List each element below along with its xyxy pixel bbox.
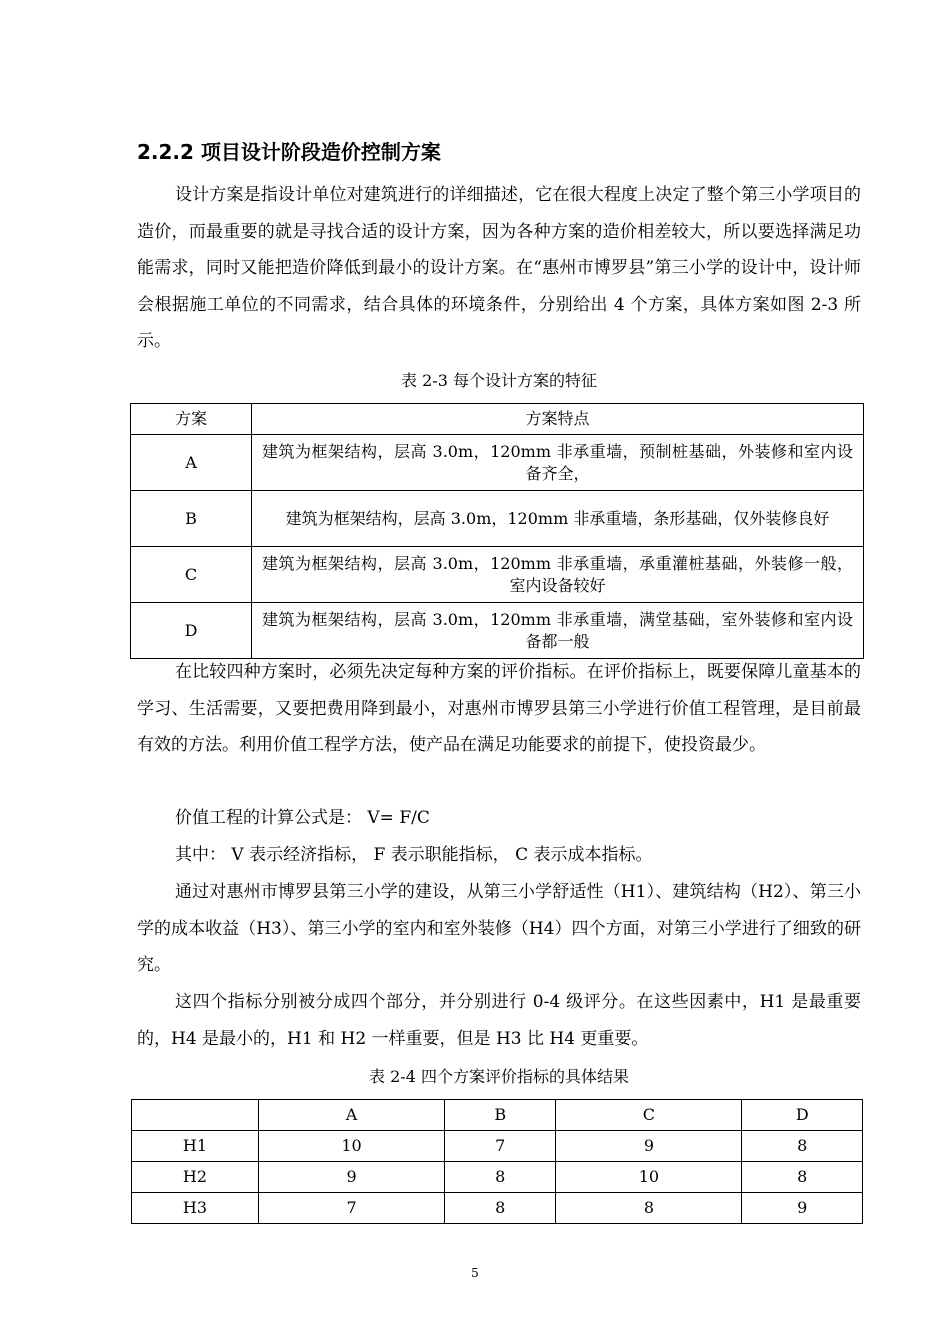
row-label-cell: H2 [132, 1162, 259, 1193]
paragraph-formula: 价值工程的计算公式是： V= F/C [175, 808, 430, 828]
section-heading: 2.2.2 项目设计阶段造价控制方案 [137, 140, 441, 164]
score-cell: 8 [742, 1131, 863, 1162]
score-cell: 8 [445, 1193, 556, 1224]
paragraph-scoring: 这四个指标分别被分成四个部分，并分别进行 0-4 级评分。在这些因素中，H1 是最重要的，H4 是最小的，H1 和 H2 一样重要，但是 H3 比 H4 更重要。 [137, 992, 861, 1049]
score-cell: 8 [556, 1193, 742, 1224]
evaluation-results-table [131, 1099, 863, 1224]
score-cell: 8 [445, 1162, 556, 1193]
table-row [132, 1162, 863, 1193]
table-row [131, 603, 864, 659]
score-cell: 7 [445, 1131, 556, 1162]
score-cell: 10 [556, 1162, 742, 1193]
table-row [131, 435, 864, 491]
column-header: D [742, 1100, 863, 1131]
table-row [131, 491, 864, 547]
paragraph-evaluation-index: 在比较四种方案时，必须先决定每种方案的评价指标。在评价指标上，既要保障儿童基本的学习、生活需要，又要把费用降到最小，对惠州市博罗县第三小学进行价值工程管理，是目前最有效的方法。利用价值工程学方法，使产品在满足功能要求的前提下，使投资最少。 [137, 662, 861, 755]
score-cell: 9 [259, 1162, 445, 1193]
table-header-row [132, 1100, 863, 1131]
plan-cell: D [131, 603, 252, 659]
column-header: 方案 [131, 404, 252, 435]
score-cell: 10 [259, 1131, 445, 1162]
row-label-cell: H1 [132, 1131, 259, 1162]
column-header: B [445, 1100, 556, 1131]
feature-cell: 建筑为框架结构，层高 3.0m，120mm 非承重墙，预制桩基础，外装修和室内设备齐全， [252, 435, 864, 491]
paragraph-design-intro: 设计方案是指设计单位对建筑进行的详细描述，它在很大程度上决定了整个第三小学项目的造价，而最重要的就是寻找合适的设计方案，因为各种方案的造价相差较大，所以要选择满足功能需求，同时又能把造价降低到最小的设计方案。在“惠州市博罗县”第三小学的设计中，设计师会根据施工单位的不同需求，结合具体的环境条件，分别给出 4 个方案，具体方案如图 2-3 所示。 [137, 185, 861, 351]
column-header: 方案特点 [252, 404, 864, 435]
plan-cell: C [131, 547, 252, 603]
score-cell: 9 [556, 1131, 742, 1162]
table1-caption: 表 2-3 每个设计方案的特征 [401, 371, 597, 390]
feature-cell: 建筑为框架结构，层高 3.0m，120mm 非承重墙，承重灌桩基础，外装修一般，室内设备较好 [252, 547, 864, 603]
score-cell: 7 [259, 1193, 445, 1224]
feature-cell: 建筑为框架结构，层高 3.0m，120mm 非承重墙，条形基础，仅外装修良好 [252, 491, 864, 547]
plan-cell: A [131, 435, 252, 491]
column-header [132, 1100, 259, 1131]
paragraph-four-aspects: 通过对惠州市博罗县第三小学的建设，从第三小学舒适性（H1）、建筑结构（H2）、第三小学的成本收益（H3）、第三小学的室内和室外装修（H4）四个方面，对第三小学进行了细致的研究。 [137, 882, 861, 975]
page-number: 5 [471, 1266, 479, 1280]
column-header: C [556, 1100, 742, 1131]
table-row [132, 1131, 863, 1162]
score-cell: 8 [742, 1162, 863, 1193]
score-cell: 9 [742, 1193, 863, 1224]
row-label-cell: H3 [132, 1193, 259, 1224]
column-header: A [259, 1100, 445, 1131]
table-row [131, 547, 864, 603]
paragraph-formula-legend: 其中： V 表示经济指标， F 表示职能指标， C 表示成本指标。 [175, 845, 653, 865]
feature-cell: 建筑为框架结构，层高 3.0m，120mm 非承重墙，满堂基础，室外装修和室内设备都一般 [252, 603, 864, 659]
design-features-table [130, 403, 864, 659]
table-header-row [131, 404, 864, 435]
table-row [132, 1193, 863, 1224]
plan-cell: B [131, 491, 252, 547]
table2-caption: 表 2-4 四个方案评价指标的具体结果 [369, 1067, 629, 1086]
